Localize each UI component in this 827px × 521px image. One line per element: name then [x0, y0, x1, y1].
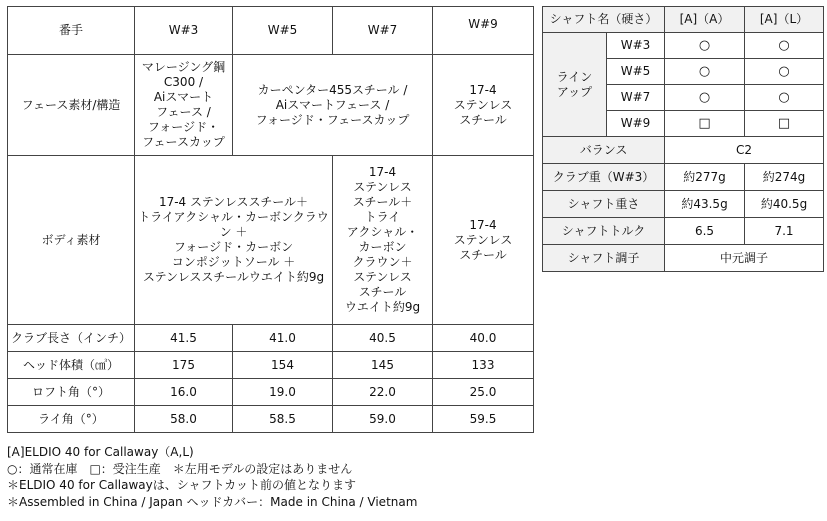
lineup-club: W#9 [607, 111, 665, 137]
body-w3-w5: 17-4 ステンレススチール＋ トライアクシャル・カーボンクラウン ＋ フォージド・カーボン コンポジットソール ＋ ステンレススチールウエイト約9g [135, 156, 333, 325]
table-row [8, 325, 534, 352]
club-weight-l: 約274g [745, 164, 824, 191]
volume-w5: 154 [233, 352, 333, 379]
volume-label: ヘッド体積（㎤） [8, 352, 135, 379]
shaft-name-header: シャフト名（硬さ） [543, 7, 665, 33]
lineup-label: ライン アップ [543, 33, 607, 137]
loft-w7: 22.0 [333, 379, 433, 406]
length-w5: 41.0 [233, 325, 333, 352]
face-row [8, 55, 534, 156]
body-label: ボディ素材 [8, 156, 135, 325]
loft-label: ロフト角（°） [8, 379, 135, 406]
shaft-weight-label: シャフト重さ [543, 191, 665, 218]
torque-a: 6.5 [665, 218, 745, 245]
club-weight-row [543, 164, 824, 191]
shaft-l-header: [A]（L） [745, 7, 824, 33]
lineup-club: W#7 [607, 85, 665, 111]
header-cell-w3: W#3 [135, 7, 233, 55]
body-row [8, 156, 534, 325]
balance-value: C2 [665, 137, 824, 164]
footnotes [7, 444, 417, 510]
lie-w9: 59.5 [433, 406, 534, 433]
lineup-l-mark: ○ [745, 85, 824, 111]
header-cell-number: 番手 [8, 7, 135, 55]
lineup-row [543, 33, 824, 59]
face-label: フェース素材/構造 [8, 55, 135, 156]
lineup-l-mark: ○ [745, 33, 824, 59]
header-row [8, 7, 534, 55]
table-row [8, 406, 534, 433]
header-cell-w5: W#5 [233, 7, 333, 55]
shaft-weight-a: 約43.5g [665, 191, 745, 218]
lie-w3: 58.0 [135, 406, 233, 433]
face-w9: 17-4 ステンレス スチール [433, 55, 534, 156]
shaft-table [542, 6, 824, 272]
lineup-club: W#5 [607, 59, 665, 85]
club-weight-label: クラブ重（W#3） [543, 164, 665, 191]
shaft-header-row [543, 7, 824, 33]
loft-w9: 25.0 [433, 379, 534, 406]
table-row [8, 379, 534, 406]
balance-row [543, 137, 824, 164]
table-row [8, 352, 534, 379]
lineup-club: W#3 [607, 33, 665, 59]
volume-w3: 175 [135, 352, 233, 379]
body-w7: 17-4 ステンレス スチール＋ トライ アクシャル・ カーボン クラウン＋ ステンレス スチール ウエイト約9g [333, 156, 433, 325]
lie-label: ライ角（°） [8, 406, 135, 433]
length-w7: 40.5 [333, 325, 433, 352]
lineup-a-mark: ○ [665, 33, 745, 59]
lineup-a-mark: ○ [665, 59, 745, 85]
volume-w9: 133 [433, 352, 534, 379]
torque-label: シャフトトルク [543, 218, 665, 245]
lie-w7: 59.0 [333, 406, 433, 433]
header-cell-w9: W#9 [433, 7, 534, 55]
shaft-a-header: [A]（A） [665, 7, 745, 33]
length-label: クラブ長さ（インチ） [8, 325, 135, 352]
kick-value: 中元調子 [665, 245, 824, 272]
shaft-weight-l: 約40.5g [745, 191, 824, 218]
note-shaft-name: [A]ELDIO 40 for Callaway（A,L) [7, 445, 194, 459]
lie-w5: 58.5 [233, 406, 333, 433]
kick-label: シャフト調子 [543, 245, 665, 272]
lineup-a-mark: ○ [665, 85, 745, 111]
face-w3: マレージング鋼 C300 / Aiスマート フェース / フォージド・ フェースカップ [135, 55, 233, 156]
lineup-a-mark: □ [665, 111, 745, 137]
torque-l: 7.1 [745, 218, 824, 245]
body-w9: 17-4 ステンレス スチール [433, 156, 534, 325]
loft-w3: 16.0 [135, 379, 233, 406]
volume-w7: 145 [333, 352, 433, 379]
face-w5-w7: カーペンター455スチール / Aiスマートフェース / フォージド・フェースカップ [233, 55, 433, 156]
shaft-weight-row [543, 191, 824, 218]
note-shaft-cut: ＊ELDIO 40 for Callawayは、シャフトカット前の値となります [7, 478, 357, 492]
lineup-l-mark: □ [745, 111, 824, 137]
note-assembly: ＊Assembled in China / Japan ヘッドカバー：Made in China / Vietnam [7, 494, 418, 509]
header-cell-w7: W#7 [333, 7, 433, 55]
length-w9: 40.0 [433, 325, 534, 352]
balance-label: バランス [543, 137, 665, 164]
loft-w5: 19.0 [233, 379, 333, 406]
torque-row [543, 218, 824, 245]
length-w3: 41.5 [135, 325, 233, 352]
lineup-l-mark: ○ [745, 59, 824, 85]
spec-table [7, 6, 534, 433]
note-legend: ○：通常在庫 □：受注生産 ＊左用モデルの設定はありません [7, 461, 353, 476]
kick-row [543, 245, 824, 272]
club-weight-a: 約277g [665, 164, 745, 191]
